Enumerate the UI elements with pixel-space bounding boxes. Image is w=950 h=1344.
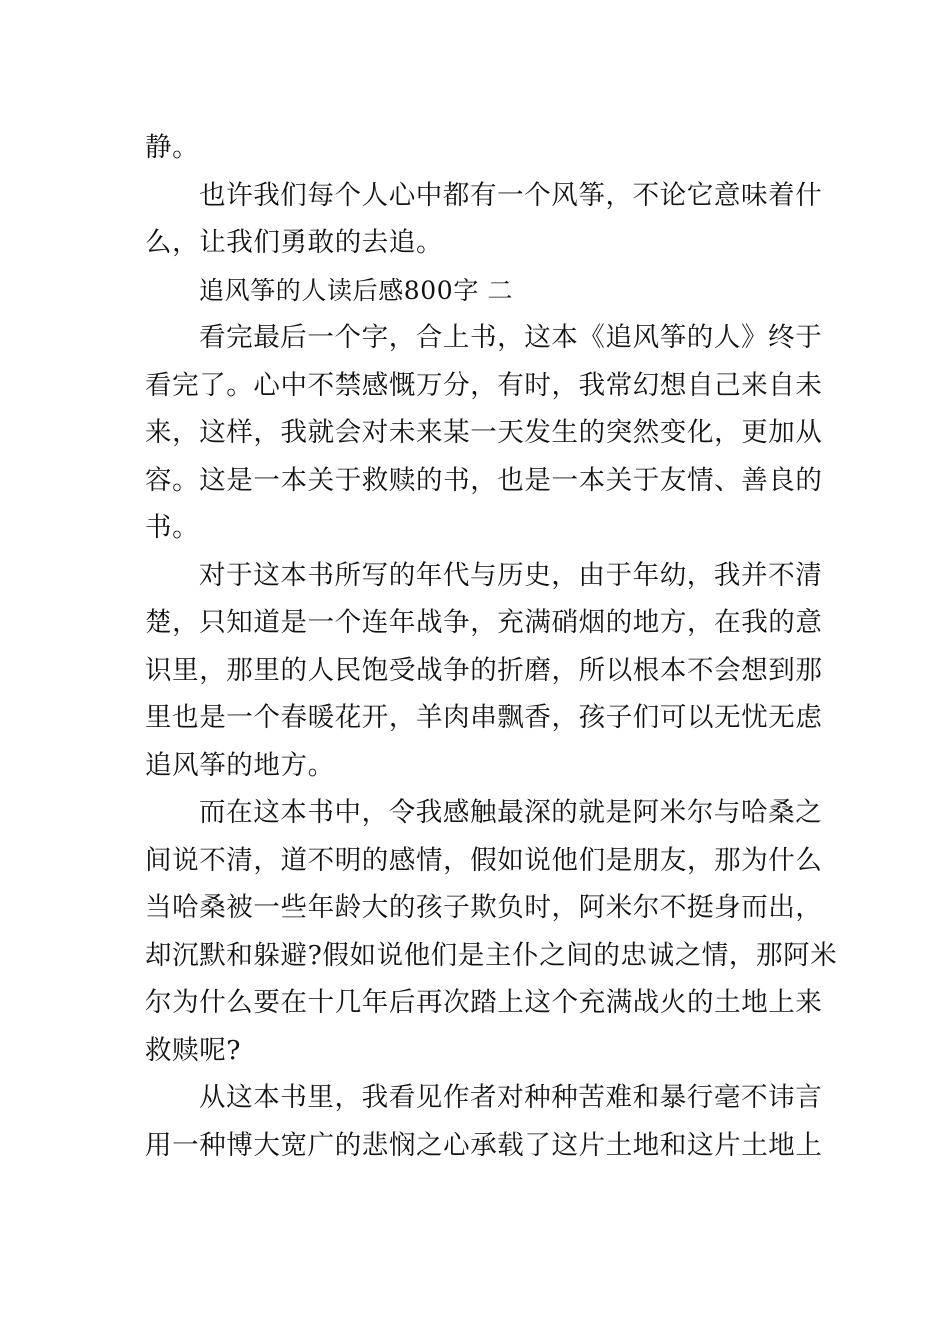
text-line: 楚，只知道是一个连年战争，充满硝烟的地方，在我的意 [145, 607, 823, 638]
text-line: 识里，那里的人民饱受战争的折磨，所以根本不会想到那 [145, 654, 823, 686]
text-line: 看完了。心中不禁感慨万分，有时，我常幻想自己来自未 [145, 369, 823, 401]
text-line: 书。 [145, 512, 200, 543]
text-line: 容。这是一本关于救赎的书，也是一本关于友情、善良的 [145, 464, 823, 496]
section-heading: 追风筝的人读后感800字 二 [199, 275, 514, 305]
text-line: 尔为什么要在十几年后再次踏上这个充满战火的土地上来 [145, 987, 823, 1018]
text-line: 却沉默和躲避?假如说他们是主仆之间的忠诚之情，那阿米 [145, 939, 838, 971]
paragraph-start-line: 而在这本书中，令我感触最深的就是阿米尔与哈桑之 [199, 797, 823, 828]
paragraph-start-line: 对于这本书所写的年代与历史，由于年幼，我并不清 [199, 559, 823, 591]
paragraph-start-line: 也许我们每个人心中都有一个风筝，不论它意味着什 [199, 179, 823, 211]
paragraph-start-line: 从这本书里，我看见作者对种种苦难和暴行毫不讳言 [199, 1082, 823, 1113]
document-body [145, 124, 838, 1169]
text-line: 救赎呢? [145, 1034, 242, 1066]
text-line: 用一种博大宽广的悲悯之心承载了这片土地和这片土地上 [145, 1129, 823, 1161]
text-line: 当哈桑被一些年龄大的孩子欺负时，阿米尔不挺身而出， [145, 892, 823, 923]
text-line: 间说不清，道不明的感情，假如说他们是朋友，那为什么 [145, 844, 823, 876]
text-line: 追风筝的地方。 [145, 749, 335, 781]
text-line-1: 静。 [145, 132, 200, 163]
text-line: 里也是一个春暖花开，羊肉串飘香，孩子们可以无忧无虑 [145, 702, 823, 733]
paragraph-start-line: 看完最后一个字，合上书，这本《追风筝的人》终于 [199, 322, 823, 353]
text-line: 么，让我们勇敢的去追。 [145, 227, 444, 258]
text-line: 来，这样，我就会对未来某一天发生的突然变化，更加从 [145, 417, 823, 448]
